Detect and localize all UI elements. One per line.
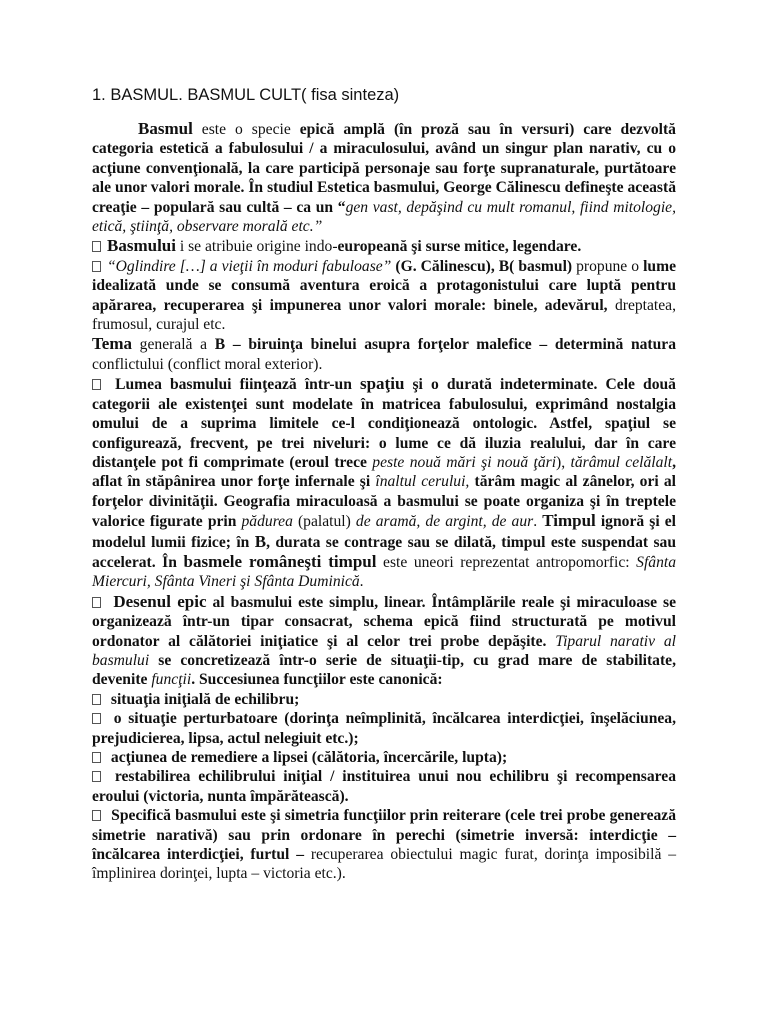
list-item: o situaţie perturbatoare (dorinţa neîmplinită, încălcarea interdicţiei, înşelăciunea, prejudicierea, lipsa, actul nelegiuit etc.); — [92, 710, 676, 747]
list-item: restabilirea echilibrului iniţial / instituirea unui nou echilibru şi recompensarea eroului (victoria, nunta împărătească). — [92, 768, 676, 805]
bullet-box-icon — [92, 810, 101, 821]
calinescu-quote: gen vast, depăşind cu mult romanul, fiind mitologie, etică, ştiinţă, observare morală etc.” — [92, 198, 677, 236]
paragraph-desenul-epic: Desenul epic al basmului este simplu, linear. Întâmplările reale şi miraculoase se organizează într-un tipar consacrat, schema epică fiind structurată pe motivul ordonator al călătoriei iniţiatice şi al celor trei probe depăşite. Tiparul narativ al basmului se concretizează într-o serie de situaţii-tip, cu grad mare de stabilitate, devenite funcţii. Succesiunea funcţiilor este canonică: — [92, 591, 676, 689]
term-basmul: Basmul — [138, 119, 193, 138]
paragraph-origin: Basmului i se atribuie origine indo-europeană şi surse mitice, legendare. — [92, 236, 676, 256]
paragraph-simetrie: Specifică basmului este şi simetria funcţiilor prin reiterare (cele trei probe generează simetrie narativă) sau prin ordonare în perechi (simetrie inversă: interdicţie – încălcarea interdicţiei, furtul – recuperarea obiectului magic furat, dorinţa imposibilă – împlinirea dorinţei, lupta – victoria etc.). — [92, 807, 676, 883]
bullet-box-icon — [92, 771, 101, 782]
bullet-box-icon — [92, 597, 101, 608]
bullet-box-icon — [92, 379, 101, 390]
paragraph-definition: Basmul este o specie epică amplă (în proză sau în versuri) care dezvoltă categoria estetică a fabulosului / a miraculosului, având un singur plan narativ, cu o acţiune convenţională, la care participă personaje sau forţe supranaturale, purtătoare ale unor valori morale. În studiul Estetica basmului, George Călinescu defineşte această creaţie – populară sau cultă – ca un “gen vast, depăşind cu mult romanul, fiind mitologie, etică, ştiinţă, observare morală etc.” — [92, 119, 677, 236]
list-item: acţiunea de remediere a lipsei (călătoria, încercările, lupta); — [92, 748, 676, 767]
bullet-box-icon — [92, 752, 101, 763]
bullet-box-icon — [92, 261, 101, 272]
paragraph-tema: Tema generală a B – biruinţa binelui asupra forţelor malefice – determină natura conflictului (conflict moral exterior). — [92, 334, 676, 373]
document-page — [92, 86, 676, 884]
paragraph-oglindire: “Oglindire […] a vieţii în moduri fabuloase” (G. Călinescu), B( basmul) propune o lume idealizată unde se consumă aventura eroică a protagonistului care luptă pentru apărarea, recuperarea şi impunerea unor valori morale: binele, adevărul, dreptatea, frumosul, curajul etc. — [92, 257, 676, 334]
list-item: situaţia iniţială de echilibru; — [92, 690, 676, 709]
document-body — [92, 119, 676, 884]
document-title: 1. BASMUL. BASMUL CULT( fisa sinteza) — [92, 86, 400, 104]
bullet-box-icon — [92, 694, 101, 705]
bullet-box-icon — [92, 713, 101, 724]
bullet-box-icon — [92, 241, 101, 252]
paragraph-spatiu-timp: Lumea basmului fiinţează într-un spaţiu şi o durată indeterminate. Cele două categorii ale existenţei sunt modelate în matricea fabulosului, exprimând nostalgia omului de a suprima limitele ce-l condiţionează ontologic. Astfel, spaţiul se configurează, frecvent, pe trei niveluri: o lume ce dă iluzia realului, dar în care distanţele pot fi comprimate (eroul trece peste nouă mări şi nouă ţări), tărâmul celălalt, aflat în stăpânirea unor forţe infernale şi înaltul cerului, tărâm magic al zânelor, ori al forţelor divinităţii. Geografia miraculoasă a basmului se poate organiza şi în treptele valorice figurate prin pădurea (palatul) de aramă, de argint, de aur. Timpul ignoră şi el modelul lumii fizice; în B, durata se contrage sau se dilată, timpul este suspendat sau accelerat. În basmele româneşti timpul este uneori reprezentat antropomorfic: Sfânta Miercuri, Sfânta Vineri şi Sfânta Duminică. — [92, 374, 677, 591]
